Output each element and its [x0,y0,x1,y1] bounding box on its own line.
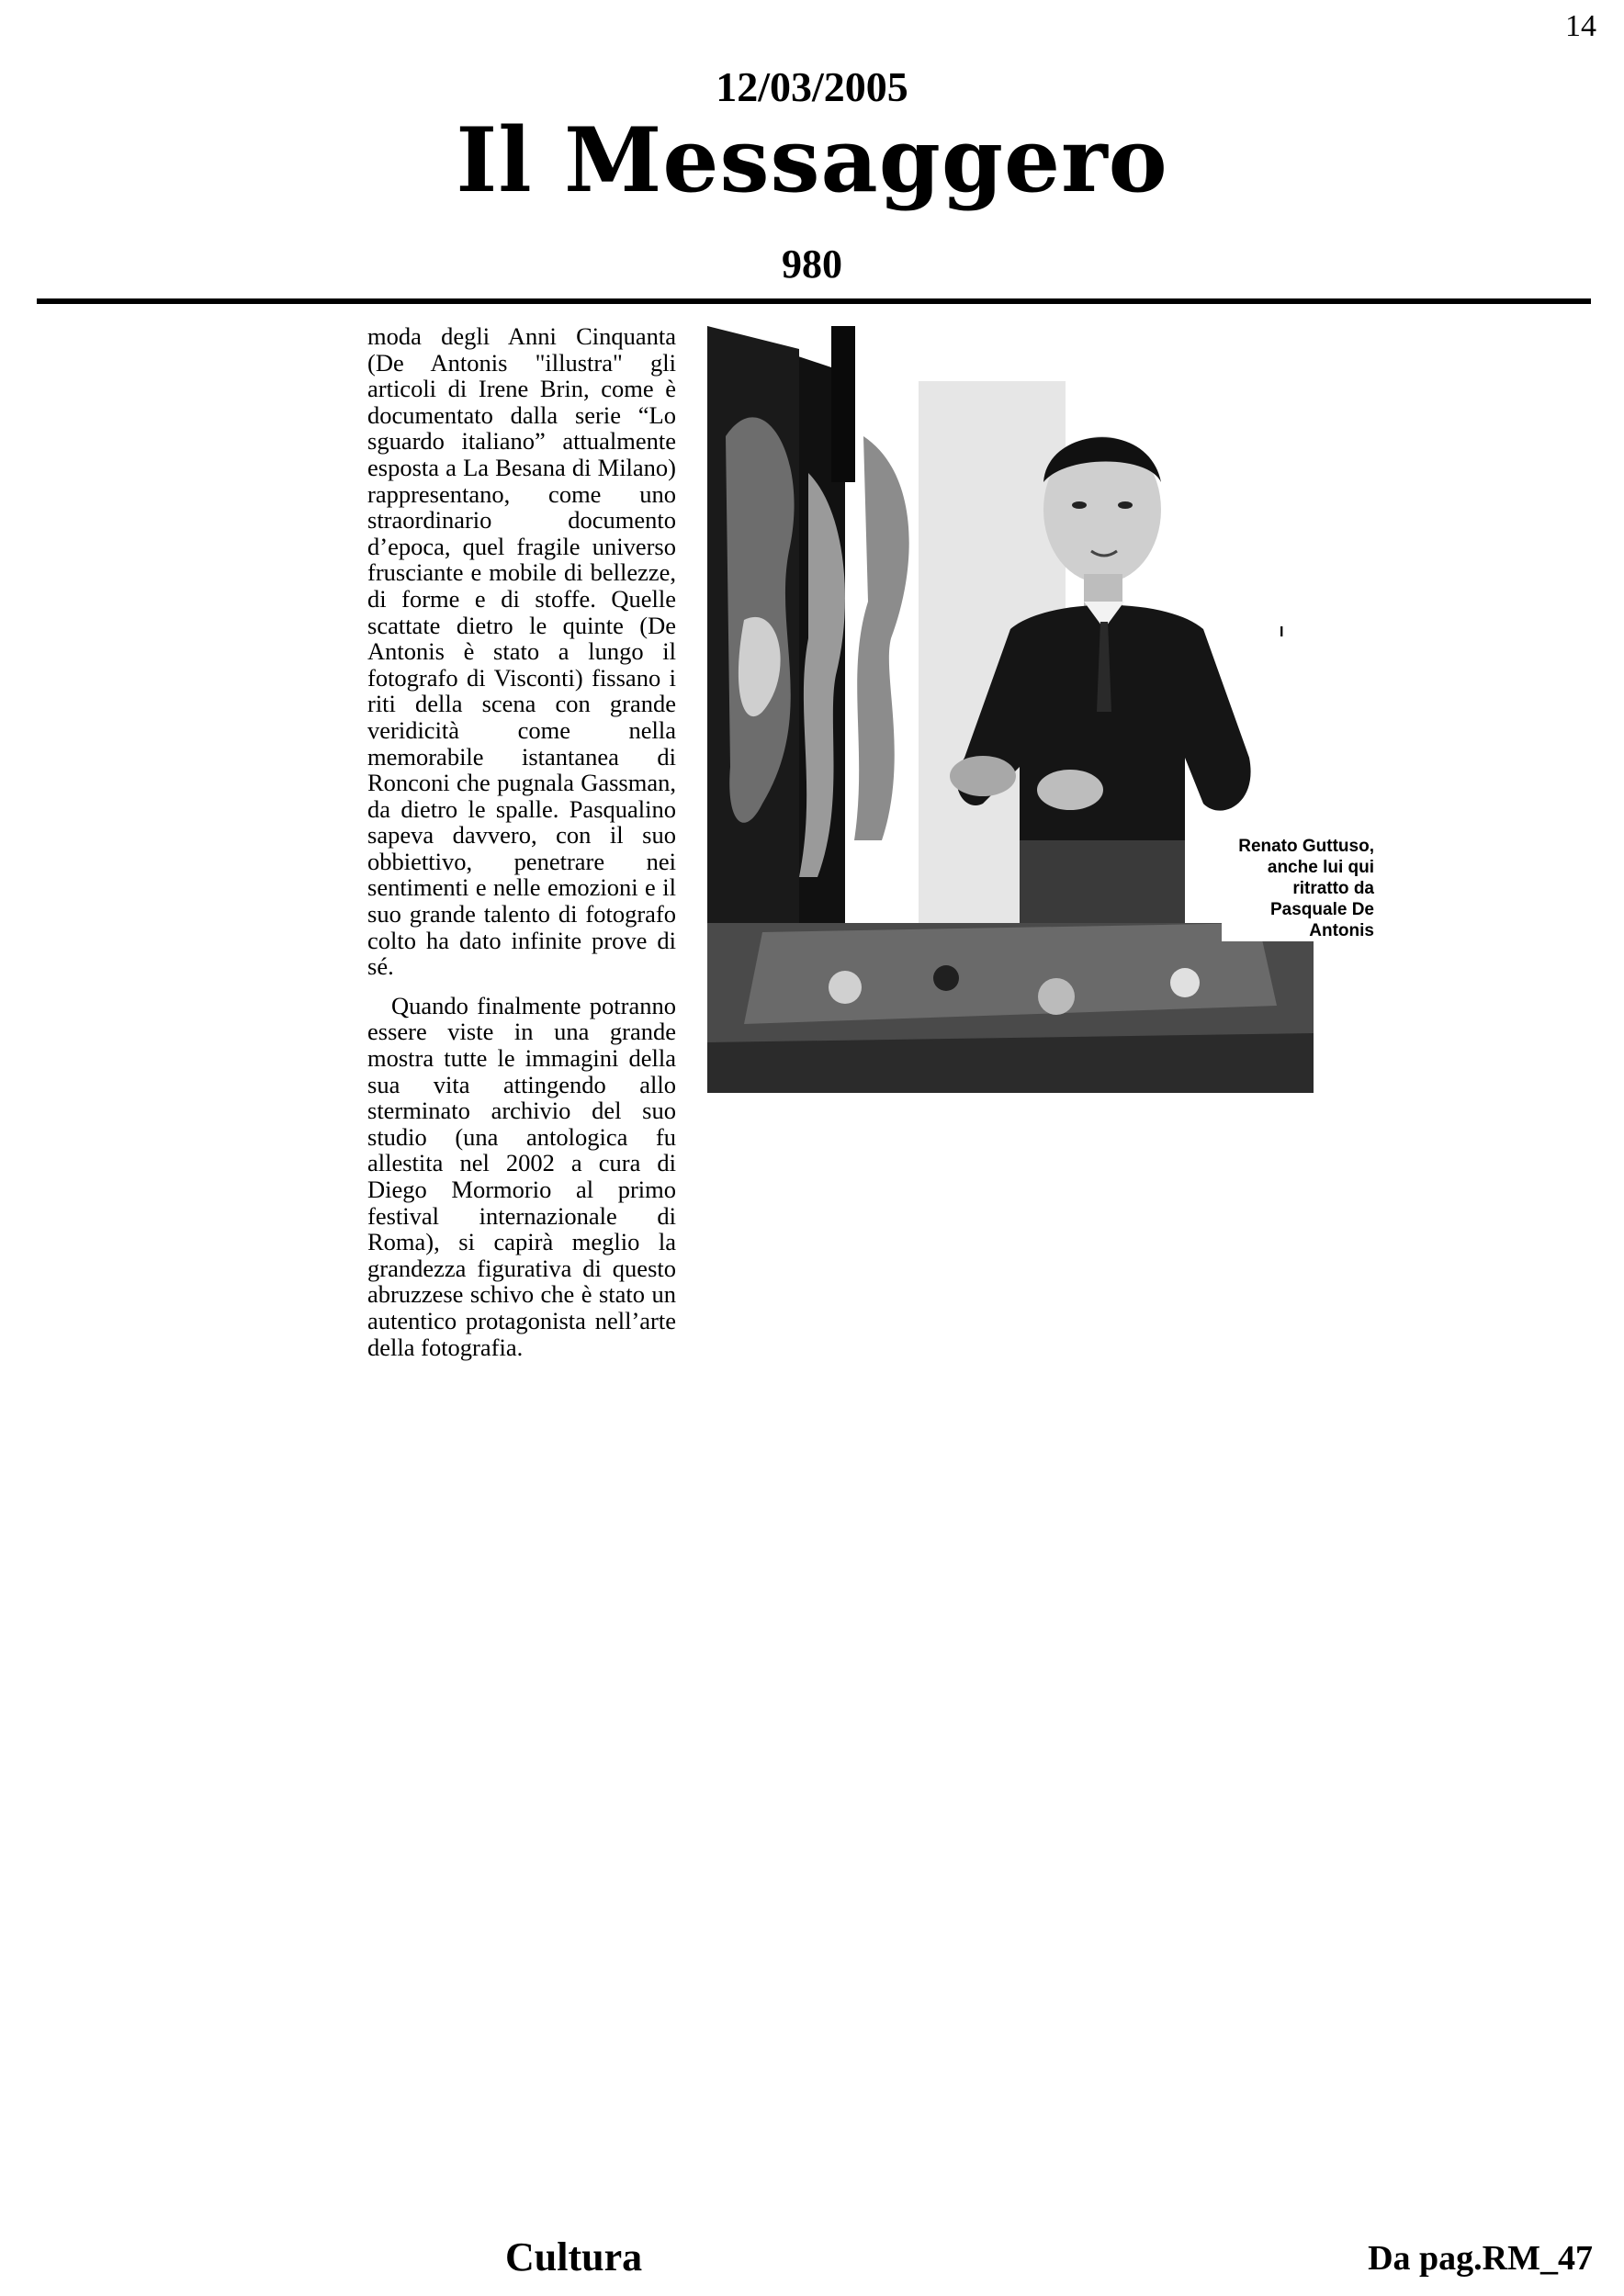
article-paragraph: Quando finalmente potranno essere viste in una grande mostra tutte le immagini della sua vita attingendo allo sterminato archivio del suo studio (una antologica fu allestita nel 2002 a cura di Diego Mormorio al primo festival internazionale di Roma), si capirà meglio la grandezza figurativa di questo abruzzese schivo che è stato un autentico protagonista nell’arte della fotografia. [367,991,676,1361]
source-page-ref: Da pag.RM_47 [1368,2239,1593,2278]
clip-code: 980 [782,242,842,287]
section-label: Cultura [505,2234,643,2279]
page-number: 14 [1565,9,1596,43]
publication-date: 12/03/2005 [716,63,908,110]
article-paragraph: moda degli Anni Cinquanta (De Antonis "illustra" gli articoli di Irene Brin, come è documentato dalla serie “Lo sguardo italiano” attualmente esposta a La Besana di Milano) rappresentano, come uno straordinario documento d’epoca, quel fragile universo frusciante e mobile di bellezze, di forme e di stoffe. Quelle scattate dietro le quinte (De Antonis è stato a lungo il fotografo di Visconti) fissano i riti della scena con grande veridicità come nella memorabile istantanea di Ronconi che pugnala Gassman, da dietro le spalle. Pasqualino sapeva davvero, con il suo obbiettivo, penetrare nei sentimenti e nelle emozioni e il suo grande talento di fotografo colto ha dato infinite prove di sé. [367,322,676,981]
article-body [367,323,676,1360]
newspaper-masthead: Il Messaggero [456,108,1168,212]
photo-illustration [707,326,1314,1093]
header-rule [37,298,1591,304]
photo-stray-mark: I [1280,625,1284,640]
photo-caption: Renato Guttuso, anche lui qui ritratto da Pasquale De Antonis [1238,837,1374,940]
photo-guttuso [707,326,1314,1093]
